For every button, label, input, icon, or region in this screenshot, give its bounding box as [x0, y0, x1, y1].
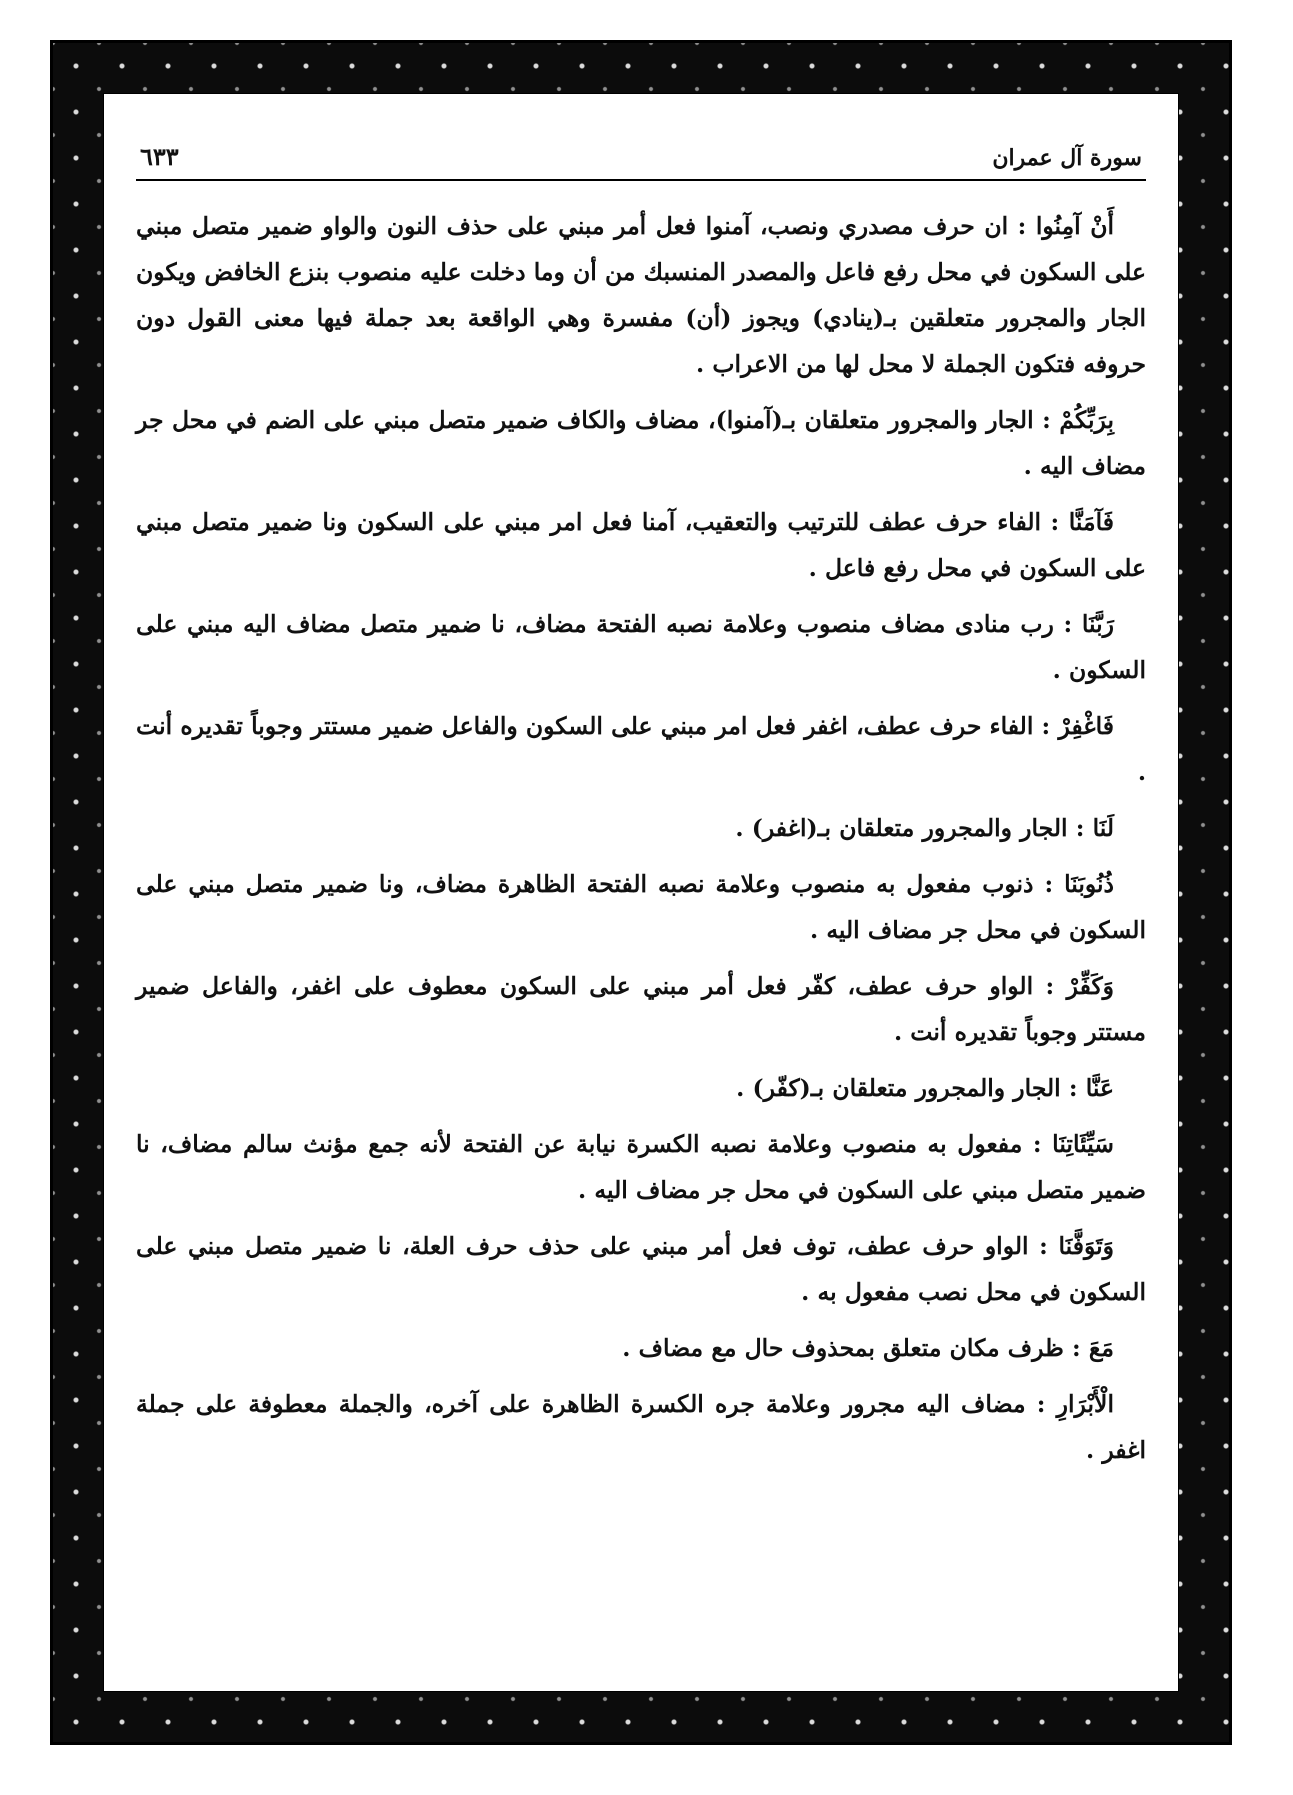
entry-term: لَنَا — [1092, 814, 1114, 842]
content — [136, 181, 1146, 1473]
page-panel — [103, 93, 1179, 1692]
entry — [136, 703, 1146, 795]
entry-term: بِرَبِّكُمْ — [1059, 406, 1114, 434]
entry-term: أَنْ آمِنُوا — [1035, 212, 1114, 240]
entry — [136, 1381, 1146, 1473]
entry — [136, 499, 1146, 591]
decorative-border — [50, 40, 1232, 1745]
entry-term: وَتَوَفَّنَا — [1058, 1232, 1114, 1260]
entry-term: فَآمَنَّا — [1068, 508, 1114, 536]
entry-text: : ظرف مكان متعلق بمحذوف حال مع مضاف . — [622, 1334, 1089, 1362]
entry-text: : ان حرف مصدري ونصب، آمنوا فعل أمر مبني على حذف النون والواو ضمير متصل مبني على السكون في محل رفع فاعل والمصدر المنسبك من أن وما دخلت عليه منصوب بنزع الخافض ويكون الجار والمجرور متعلقين بـ(ينادي) ويجوز (أن) مفسرة وهي الواقعة بعد جملة فيها معنى القول دون حروفه فتكون الجملة لا محل لها من الاعراب . — [136, 212, 1146, 378]
entry-term: ذُنُوبَنَا — [1064, 870, 1114, 898]
entry-text: : الجار والمجرور متعلقان بـ(كفّر) . — [736, 1074, 1086, 1102]
entry — [136, 1325, 1146, 1371]
entry — [136, 1121, 1146, 1213]
entry-text: : الفاء حرف عطف للترتيب والتعقيب، آمنا فعل امر مبني على السكون ونا ضمير متصل مبني على السكون في محل رفع فاعل . — [136, 508, 1146, 582]
entry-term: مَعَ — [1088, 1334, 1114, 1362]
entry-term: وَكَفِّرْ — [1066, 972, 1114, 1000]
entry — [136, 203, 1146, 387]
entry — [136, 1065, 1146, 1111]
entry — [136, 963, 1146, 1055]
entry — [136, 601, 1146, 693]
entry-text: : الفاء حرف عطف، اغفر فعل امر مبني على السكون والفاعل ضمير مستتر وجوباً تقديره أنت . — [136, 712, 1146, 786]
entry-text: : ذنوب مفعول به منصوب وعلامة نصبه الفتحة الظاهرة مضاف، ونا ضمير متصل مبني على السكون في محل جر مضاف اليه . — [136, 870, 1146, 944]
entry-term: رَبَّنَا — [1081, 610, 1114, 638]
entry-term: عَنَّا — [1085, 1074, 1114, 1102]
entry-text: : مضاف اليه مجرور وعلامة جره الكسرة الظاهرة على آخره، والجملة معطوفة على جملة اغفر . — [136, 1390, 1146, 1464]
entry-term: الْأَبْرَارِ — [1056, 1390, 1114, 1418]
page-number: ٦٣٣ — [140, 142, 179, 171]
entry — [136, 805, 1146, 851]
entry-text: : الواو حرف عطف، توف فعل أمر مبني على حذف حرف العلة، نا ضمير متصل مبني على السكون في محل نصب مفعول به . — [136, 1232, 1146, 1306]
entry-text: : الواو حرف عطف، كفّر فعل أمر مبني على السكون معطوف على اغفر، والفاعل ضمير مستتر وجوباً تقديره أنت . — [136, 972, 1146, 1046]
entry-text: : الجار والمجرور متعلقان بـ(آمنوا)، مضاف والكاف ضمير متصل مبني على الضم في محل جر مضاف اليه . — [136, 406, 1146, 480]
entry-term: فَاغْفِرْ — [1058, 712, 1114, 740]
entry-text: : مفعول به منصوب وعلامة نصبه الكسرة نيابة عن الفتحة لأنه جمع مؤنث سالم مضاف، نا ضمير متصل مبني على السكون في محل جر مضاف اليه . — [136, 1130, 1146, 1204]
surah-title: سورة آل عمران — [992, 145, 1142, 171]
entry-text: : الجار والمجرور متعلقان بـ(اغفر) . — [735, 814, 1093, 842]
entry — [136, 1223, 1146, 1315]
page-header — [136, 116, 1146, 181]
entry — [136, 397, 1146, 489]
entry-text: : رب منادى مضاف منصوب وعلامة نصبه الفتحة مضاف، نا ضمير متصل مضاف اليه مبني على السكون . — [136, 610, 1146, 684]
entry — [136, 861, 1146, 953]
entry-term: سَيِّئَاتِنَا — [1052, 1130, 1114, 1158]
